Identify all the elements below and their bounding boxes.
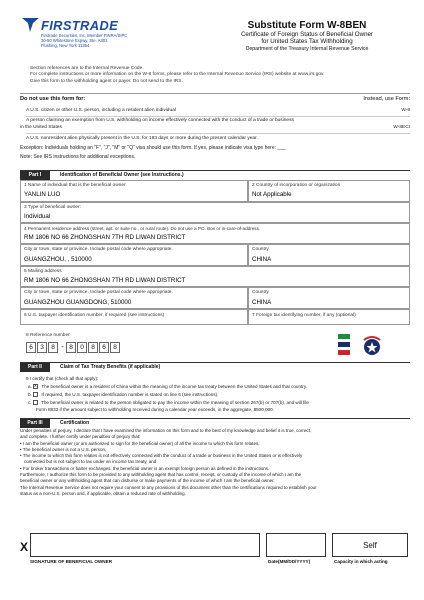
reference-digit: 3 — [37, 342, 47, 353]
date-caption: Date(MM/DD/YYYY) — [268, 559, 311, 564]
checkbox-claim-a[interactable] — [33, 384, 38, 389]
do-not-use-title: Do not use this form for: — [20, 96, 86, 102]
instead-use-label: Instead, use Form: — [363, 96, 410, 102]
claim-intro: 9 I certify that (check all that apply): — [26, 376, 99, 381]
row-text: A person claiming an exemption from U.S. withholding on income effectively connected with the conduct of a trade or business — [26, 118, 294, 123]
field-5-country[interactable] — [248, 287, 410, 309]
etf-logo-icon — [338, 332, 386, 358]
certification-line: beneficial owner or any withholding agent that can disburse or make payments of the income of which I am the beneficial owner. — [20, 478, 275, 484]
field-value: RM 1806 NO 66 ZHONGSHAN 7TH RD LIWAN DISTRICT — [24, 277, 186, 284]
certification-text — [20, 428, 412, 497]
part-title: Claim of Tax Treaty Benefits (if applicable) — [60, 364, 161, 370]
field-5-mailing-address[interactable] — [20, 266, 410, 287]
divider — [20, 93, 410, 94]
field-label: 2 Country of incorporation or organization — [252, 183, 341, 188]
field-value: CHINA — [252, 299, 272, 306]
do-not-use-row — [20, 125, 410, 131]
do-not-use-row — [26, 108, 410, 114]
date-field[interactable] — [266, 533, 326, 557]
field-value: CHINA — [252, 256, 272, 263]
field-label: 5 Mailing address — [24, 269, 62, 274]
checkbox-claim-b[interactable] — [33, 392, 38, 397]
reference-digit: 8 — [88, 342, 98, 353]
claim-c — [28, 400, 414, 406]
field-3-owner-type[interactable] — [20, 202, 410, 223]
field-label: City or town, state or province. Include postal code where appropriate. — [24, 290, 173, 295]
form-agency: Department of the Treasury Internal Revenue Service — [245, 46, 369, 53]
field-value: GUANGZHOU, , 510000 — [24, 256, 92, 263]
part-title: Identification of Beneficial Owner (see Instructions.) — [60, 172, 184, 178]
note-line: For complete instructions or more information on the W-8 forms, please refer to the Internal Revenue Service (IRS) website at www.irs.gov. — [30, 72, 325, 78]
claim-text: The beneficial owner is a resident of China within the meaning of the income tax treaty between the United States and that country. — [41, 384, 308, 389]
part-title: Certification — [60, 420, 90, 426]
row-text: in the United States — [20, 125, 62, 130]
signature-x-mark: X — [20, 540, 29, 554]
certification-line: The Internal Revenue Service does not require your consent to any provisions of this document other than the certifications required to establish your — [20, 484, 317, 490]
capacity-value: Self — [363, 541, 377, 550]
divider — [26, 116, 410, 117]
certification-line: and complete. I further certify under penalties of perjury that: — [20, 434, 141, 440]
field-value: YANLIN LUO — [24, 191, 61, 198]
part-2-header — [20, 362, 410, 372]
certification-line: • I am the beneficial owner (or am authorized to sign for the beneficial owner) of all the income to which this form relates, — [20, 440, 260, 446]
brand-company: Firstrade Securities, Inc. Member FINRA/SIPC — [41, 33, 128, 38]
field-value: GUANGZHOU GUANGDONG, 510000 — [24, 299, 132, 306]
field-4-city[interactable] — [20, 244, 248, 266]
form-header — [22, 18, 412, 62]
form-subtitle-2: for United States Tax Withholding — [261, 38, 353, 46]
brand-details — [41, 33, 127, 49]
field-label: 4 Permanent residence address (street, apt. or suite no., or rural route). Do not use a PO. Box or in-care-of-address. — [24, 226, 261, 231]
claim-c-continued: Form 8833 if the amount subject to withholding received during a calendar year exceeds, in the aggregate, $500,000. — [36, 407, 275, 412]
claim-text: If required, the U.S. taxpayer identification number is stated on line 6 (see instructions). — [41, 392, 219, 397]
part-tag: Part III — [20, 419, 50, 428]
reference-digit: 6 — [99, 342, 109, 353]
field-7-foreign-tin[interactable] — [248, 309, 410, 325]
reference-digit: 8 — [48, 342, 58, 353]
field-4-country[interactable] — [248, 244, 410, 266]
firstrade-arrow-icon — [22, 18, 39, 32]
reference-number-field[interactable] — [26, 342, 121, 353]
part-1-header — [20, 170, 410, 180]
reference-digit: 8 — [110, 342, 120, 353]
claim-b — [28, 392, 414, 398]
reference-digit: 8 — [66, 342, 76, 353]
reference-digit: 0 — [77, 342, 87, 353]
row-form-code: W-8ECI — [393, 125, 410, 130]
part-tag: Part II — [20, 363, 50, 372]
field-label: 3 Type of beneficial owner: — [24, 205, 81, 210]
field-label: City or town, state or province. Include postal code where appropriate. — [24, 247, 173, 252]
certification-line: • For broker transactions or barter exchanges, the beneficial owner is an exempt foreign person as defined in the instructions. — [20, 465, 270, 471]
claim-prefix: a. — [28, 384, 32, 389]
claim-prefix: b. — [28, 392, 32, 397]
row-text: A U.S. citizen or other U.S. person, including a resident alien individual — [26, 108, 176, 113]
certification-line: • The beneficial owner is not a U.S. person, — [20, 446, 107, 452]
field-value: RM 1806 NO 66 ZHONGSHAN 7TH RD LIWAN DISTRICT — [24, 234, 186, 241]
part-3-header — [20, 418, 410, 428]
field-label: Country — [252, 290, 269, 295]
field-label: 6 U.S. taxpayer identification number, if required (see instructions) — [24, 313, 165, 318]
field-4-permanent-address[interactable] — [20, 223, 410, 244]
form-notes — [30, 66, 410, 85]
note-line: Note: See IRS instructions for additional exceptions. — [20, 154, 136, 160]
field-1-name[interactable] — [20, 180, 248, 202]
brand-address-1: 30-50 Whitestone Expwy, Ste. A301 — [41, 38, 108, 44]
reference-dash: - — [61, 344, 64, 351]
note-line: Give this form to the withholding agent or payer. Do not send to the IRS. — [30, 78, 183, 84]
divider — [26, 133, 410, 134]
form-title: Substitute Form W-8BEN — [247, 20, 367, 31]
field-5-city[interactable] — [20, 287, 248, 309]
certification-line: connected but is not subject to tax under an income tax treaty, and — [24, 459, 157, 465]
reference-digit: 6 — [26, 342, 36, 353]
certification-line: status as a non-U.S. person and, if applicable, obtain a reduced rate of withholding. — [20, 490, 186, 496]
brand-name: FIRSTRADE — [41, 18, 119, 33]
claim-a — [28, 384, 414, 390]
row-text: A U.S. nonresident alien physically present in the U.S. for 183 days or more during the present calendar year. — [26, 136, 258, 141]
certification-line: • The income to which this form relates is not effectively connected with the conduct of a trade or business in the United States or is effectively — [20, 453, 303, 459]
certification-line: Furthermore, I authorize this form to be provided to any withholding agent that has control, receipt, or custody of the income of which I am the — [20, 472, 302, 478]
field-value: Individual — [24, 213, 51, 220]
form-subtitle-1: Certificate of Foreign Status of Beneficial Owner — [240, 31, 374, 38]
checkbox-claim-c[interactable] — [33, 400, 38, 405]
exception-line: Exception: Individuals holding an "F", "J", "M" or "Q" visa should use this form. If yes, please indicate visa type here: ___ — [20, 145, 286, 151]
field-label: 1 Name of individual that is the beneficial owner — [24, 183, 126, 188]
row-form-code: W-9 — [401, 108, 410, 113]
form-title-block — [202, 20, 412, 52]
do-not-use-heading — [20, 96, 410, 102]
capacity-caption: Capacity in which acting — [334, 559, 388, 564]
brand-address-2: Flushing, New York 11354 — [41, 43, 90, 49]
field-value: Not Applicable — [252, 191, 292, 198]
field-label: 7 Foreign tax identifying number, if any (optional) — [252, 313, 356, 318]
note-line: Section references are to the Internal Revenue Code. — [30, 66, 144, 71]
certification-line: Under penalties of perjury, I declare that I have examined the information on this form and to the best of my knowledge and belief it is true, correct, — [20, 428, 312, 433]
claim-text: The beneficial owner is related to the person obligated to pay the income within the meaning of section 267(b) or 707(b), and will file — [41, 400, 309, 405]
field-6-us-tin[interactable] — [20, 309, 248, 325]
do-not-use-row — [26, 136, 410, 142]
do-not-use-row — [26, 118, 410, 124]
part-tag: Part I — [20, 171, 50, 180]
field-8-label: 8 Reference number — [26, 333, 70, 338]
signature-field[interactable] — [30, 533, 260, 557]
capacity-field[interactable] — [332, 533, 408, 557]
field-label: Country — [252, 247, 269, 252]
claim-prefix: c. — [28, 400, 32, 405]
field-2-country-of-incorporation[interactable] — [248, 180, 410, 202]
signature-caption: SIGNATURE OF BENEFICIAL OWNER — [30, 559, 113, 564]
